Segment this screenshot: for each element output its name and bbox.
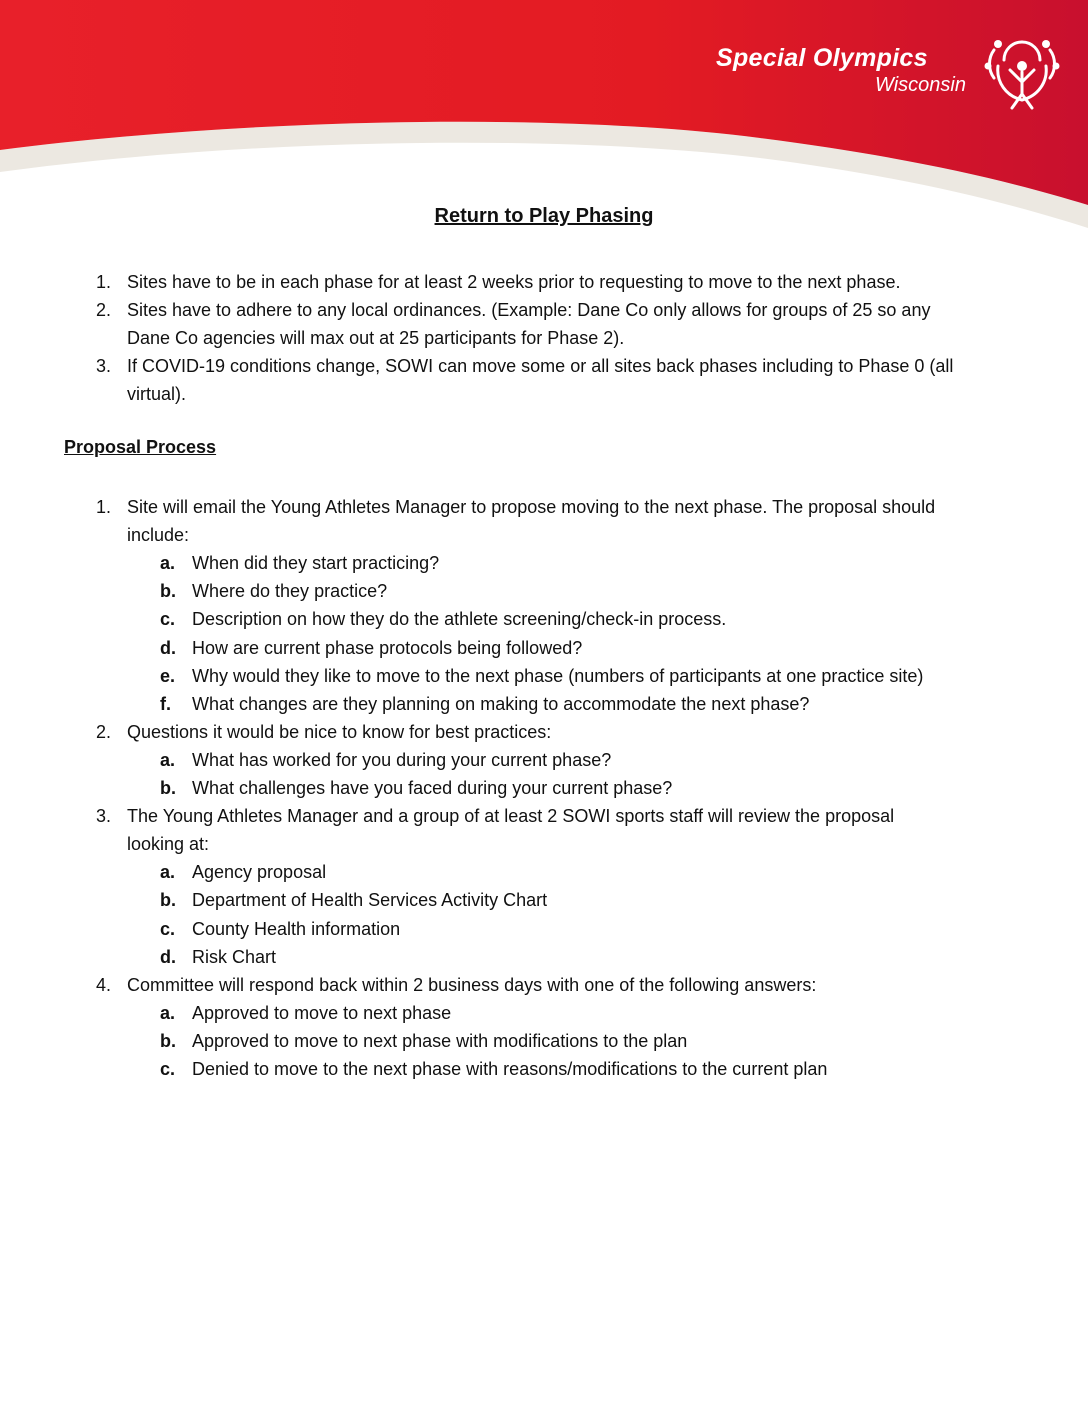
sub-item-letter: d. [160,638,176,658]
step-text: Site will email the Young Athletes Manager to propose moving to the next phase. The proposal should [127,497,936,517]
sub-item-letter: a. [160,750,176,770]
sub-item-text: County Health information [192,919,401,939]
sub-item-letter: b. [160,890,176,910]
sub-item-letter: c. [160,609,176,629]
sub-item-letter: d. [160,947,176,967]
step-text: Committee will respond back within 2 business days with one of the following answers: [127,975,817,995]
rule-number: 3. [96,356,112,376]
sub-item-text: Why would they like to move to the next phase (numbers of participants at one practice site) [192,666,924,686]
rule-number: 1. [96,272,112,292]
special-olympics-emblem-icon [984,30,1060,116]
sub-item-letter: a. [160,862,176,882]
step-text: looking at: [127,834,210,854]
sub-item-letter: c. [160,919,176,939]
sub-item-letter: f. [160,694,171,714]
sub-item-text: What has worked for you during your current phase? [192,750,612,770]
proposal-process-heading: Proposal Process [64,437,217,457]
sub-item-text: What changes are they planning on making to accommodate the next phase? [192,694,810,714]
sub-item-text: How are current phase protocols being followed? [192,638,583,658]
rule-text: If COVID-19 conditions change, SOWI can move some or all sites back phases including to Phase 0 (all [127,356,954,376]
step-number: 4. [96,975,112,995]
sub-item-letter: b. [160,581,176,601]
logo-region-name: Wisconsin [875,74,966,96]
sub-item-letter: b. [160,1031,176,1051]
step-text: The Young Athletes Manager and a group of at least 2 SOWI sports staff will review the proposal [127,806,895,826]
step-number: 2. [96,722,112,742]
rule-text: Dane Co agencies will max out at 25 participants for Phase 2). [127,328,625,348]
sub-item-text: Approved to move to next phase [192,1003,452,1023]
step-number: 1. [96,497,112,517]
document-title: Return to Play Phasing [434,205,654,227]
sub-item-text: Denied to move to the next phase with reasons/modifications to the current plan [192,1059,828,1079]
step-text: Questions it would be nice to know for best practices: [127,722,552,742]
sub-item-text: When did they start practicing? [192,553,440,573]
sub-item-text: Description on how they do the athlete screening/check-in process. [192,609,727,629]
sub-item-text: Agency proposal [192,862,327,882]
sub-item-text: Where do they practice? [192,581,388,601]
rule-text: virtual). [127,384,187,404]
sub-item-letter: a. [160,1003,176,1023]
step-number: 3. [96,806,112,826]
sub-item-text: Risk Chart [192,947,277,967]
sub-item-text: What challenges have you faced during your current phase? [192,778,673,798]
step-text: include: [127,525,190,545]
sub-item-letter: b. [160,778,176,798]
sub-item-text: Approved to move to next phase with modifications to the plan [192,1031,688,1051]
sub-item-letter: c. [160,1059,176,1079]
rule-text: Sites have to be in each phase for at least 2 weeks prior to requesting to move to the next phase. [127,272,901,292]
rule-number: 2. [96,300,112,320]
rule-text: Sites have to adhere to any local ordinances. (Example: Dane Co only allows for groups of 25 so any [127,300,931,320]
sub-item-text: Department of Health Services Activity Chart [192,890,548,910]
sub-item-letter: e. [160,666,176,686]
special-olympics-logo [712,30,1082,120]
sub-item-letter: a. [160,553,176,573]
logo-brand-name: Special Olympics [716,44,928,72]
